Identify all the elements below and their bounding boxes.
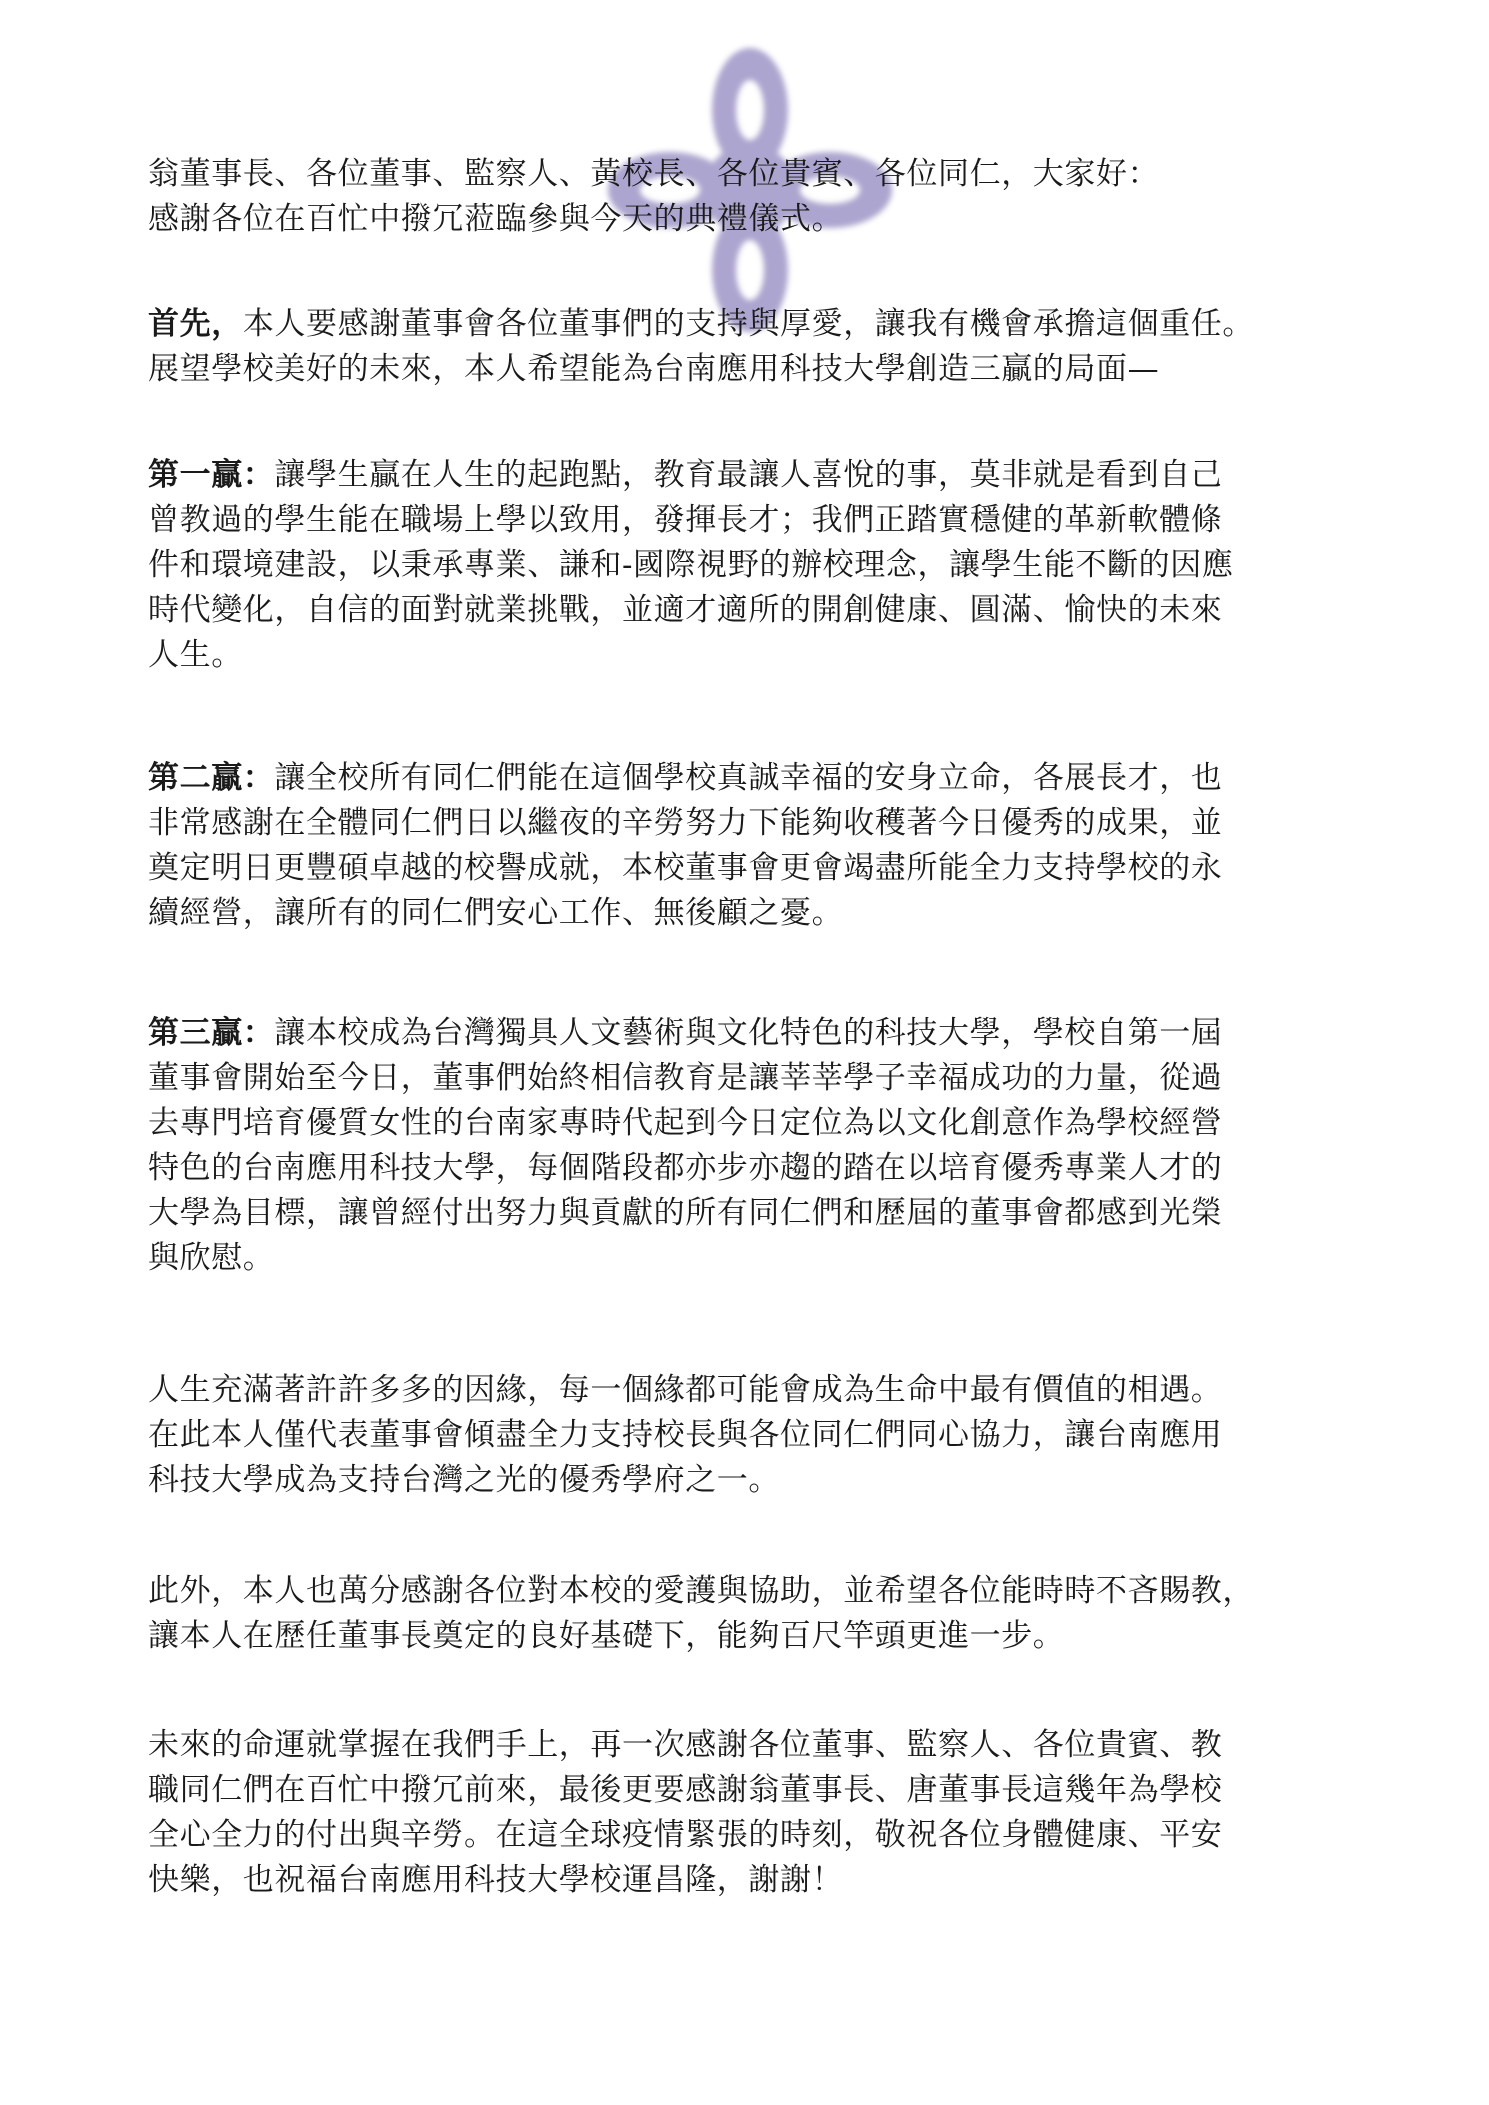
- text-line: 科技大學成為支持台灣之光的優秀學府之一。: [148, 1462, 780, 1498]
- text-line: 續經營，讓所有的同仁們安心工作、無後顧之憂。: [148, 895, 844, 931]
- text-line: 件和環境建設，以秉承專業、謙和-國際視野的辦校理念，讓學生能不斷的因應: [148, 547, 1234, 583]
- second-win-paragraph: [148, 756, 1378, 936]
- greeting-paragraph: [148, 152, 1378, 242]
- thanks-paragraph: [148, 1569, 1378, 1659]
- text-line: 職同仁們在百忙中撥冗前來，最後更要感謝翁董事長、唐董事長這幾年為學校: [148, 1772, 1223, 1808]
- paragraph-lead: 第三贏：: [148, 1015, 275, 1051]
- text-line: 感謝各位在百忙中撥冗蒞臨參與今天的典禮儀式。: [148, 201, 844, 237]
- text-line: 董事會開始至今日，董事們始終相信教育是讓莘莘學子幸福成功的力量，從過: [148, 1060, 1223, 1096]
- text-line: [148, 453, 1378, 498]
- text-line: 與欣慰。: [148, 1240, 275, 1276]
- text-line: 大學為目標，讓曾經付出努力與貢獻的所有同仁們和歷屆的董事會都感到光榮: [148, 1195, 1223, 1231]
- closing-paragraph: [148, 1723, 1378, 1903]
- text-line: 快樂，也祝福台南應用科技大學校運昌隆，謝謝！: [148, 1862, 844, 1898]
- text-line: 奠定明日更豐碩卓越的校譽成就，本校董事會更會竭盡所能全力支持學校的永: [148, 850, 1223, 886]
- text-line: 讓本人在歷任董事長奠定的良好基礎下，能夠百尺竿頭更進一步。: [148, 1618, 1065, 1654]
- text-line: 去專門培育優質女性的台南家專時代起到今日定位為以文化創意作為學校經營: [148, 1105, 1223, 1141]
- text-line: 人生充滿著許許多多的因緣，每一個緣都可能會成為生命中最有價值的相遇。: [148, 1372, 1223, 1408]
- text-line: 此外，本人也萬分感謝各位對本校的愛護與協助，並希望各位能時時不吝賜教，: [148, 1573, 1254, 1609]
- text-line-body: 本人要感謝董事會各位董事們的支持與厚愛，讓我有機會承擔這個重任。: [242, 306, 1255, 342]
- text-line: 展望學校美好的未來，本人希望能為台南應用科技大學創造三贏的局面—: [148, 351, 1160, 387]
- paragraph-lead: 首先，: [148, 306, 243, 342]
- text-line: 曾教過的學生能在職場上學以致用，發揮長才；我們正踏實穩健的革新軟體條: [148, 502, 1223, 538]
- text-line: [148, 756, 1378, 801]
- fate-paragraph: [148, 1368, 1378, 1503]
- paragraph-lead: 第一贏：: [148, 457, 275, 493]
- text-line-body: 讓本校成為台灣獨具人文藝術與文化特色的科技大學，學校自第一屆: [274, 1015, 1223, 1051]
- third-win-paragraph: [148, 1011, 1378, 1281]
- text-line: 在此本人僅代表董事會傾盡全力支持校長與各位同仁們同心協力，讓台南應用: [148, 1417, 1223, 1453]
- text-line: [148, 302, 1378, 347]
- text-line: 翁董事長、各位董事、監察人、黃校長、各位貴賓、各位同仁，大家好：: [148, 156, 1160, 192]
- text-line-body: 讓學生贏在人生的起跑點，教育最讓人喜悅的事，莫非就是看到自己: [274, 457, 1223, 493]
- text-line: 未來的命運就掌握在我們手上，再一次感謝各位董事、監察人、各位貴賓、教: [148, 1727, 1223, 1763]
- text-line: 非常感謝在全體同仁們日以繼夜的辛勞努力下能夠收穫著今日優秀的成果，並: [148, 805, 1223, 841]
- text-line: [148, 1011, 1378, 1056]
- text-line-body: 讓全校所有同仁們能在這個學校真誠幸福的安身立命，各展長才，也: [274, 760, 1223, 796]
- first-win-paragraph: [148, 453, 1378, 678]
- text-line: 全心全力的付出與辛勞。在這全球疫情緊張的時刻，敬祝各位身體健康、平安: [148, 1817, 1223, 1853]
- paragraph-lead: 第二贏：: [148, 760, 275, 796]
- text-line: 特色的台南應用科技大學，每個階段都亦步亦趨的踏在以培育優秀專業人才的: [148, 1150, 1223, 1186]
- intro-paragraph: [148, 302, 1378, 392]
- text-line: 時代變化，自信的面對就業挑戰，並適才適所的開創健康、圓滿、愉快的未來: [148, 592, 1223, 628]
- text-line: 人生。: [148, 637, 243, 673]
